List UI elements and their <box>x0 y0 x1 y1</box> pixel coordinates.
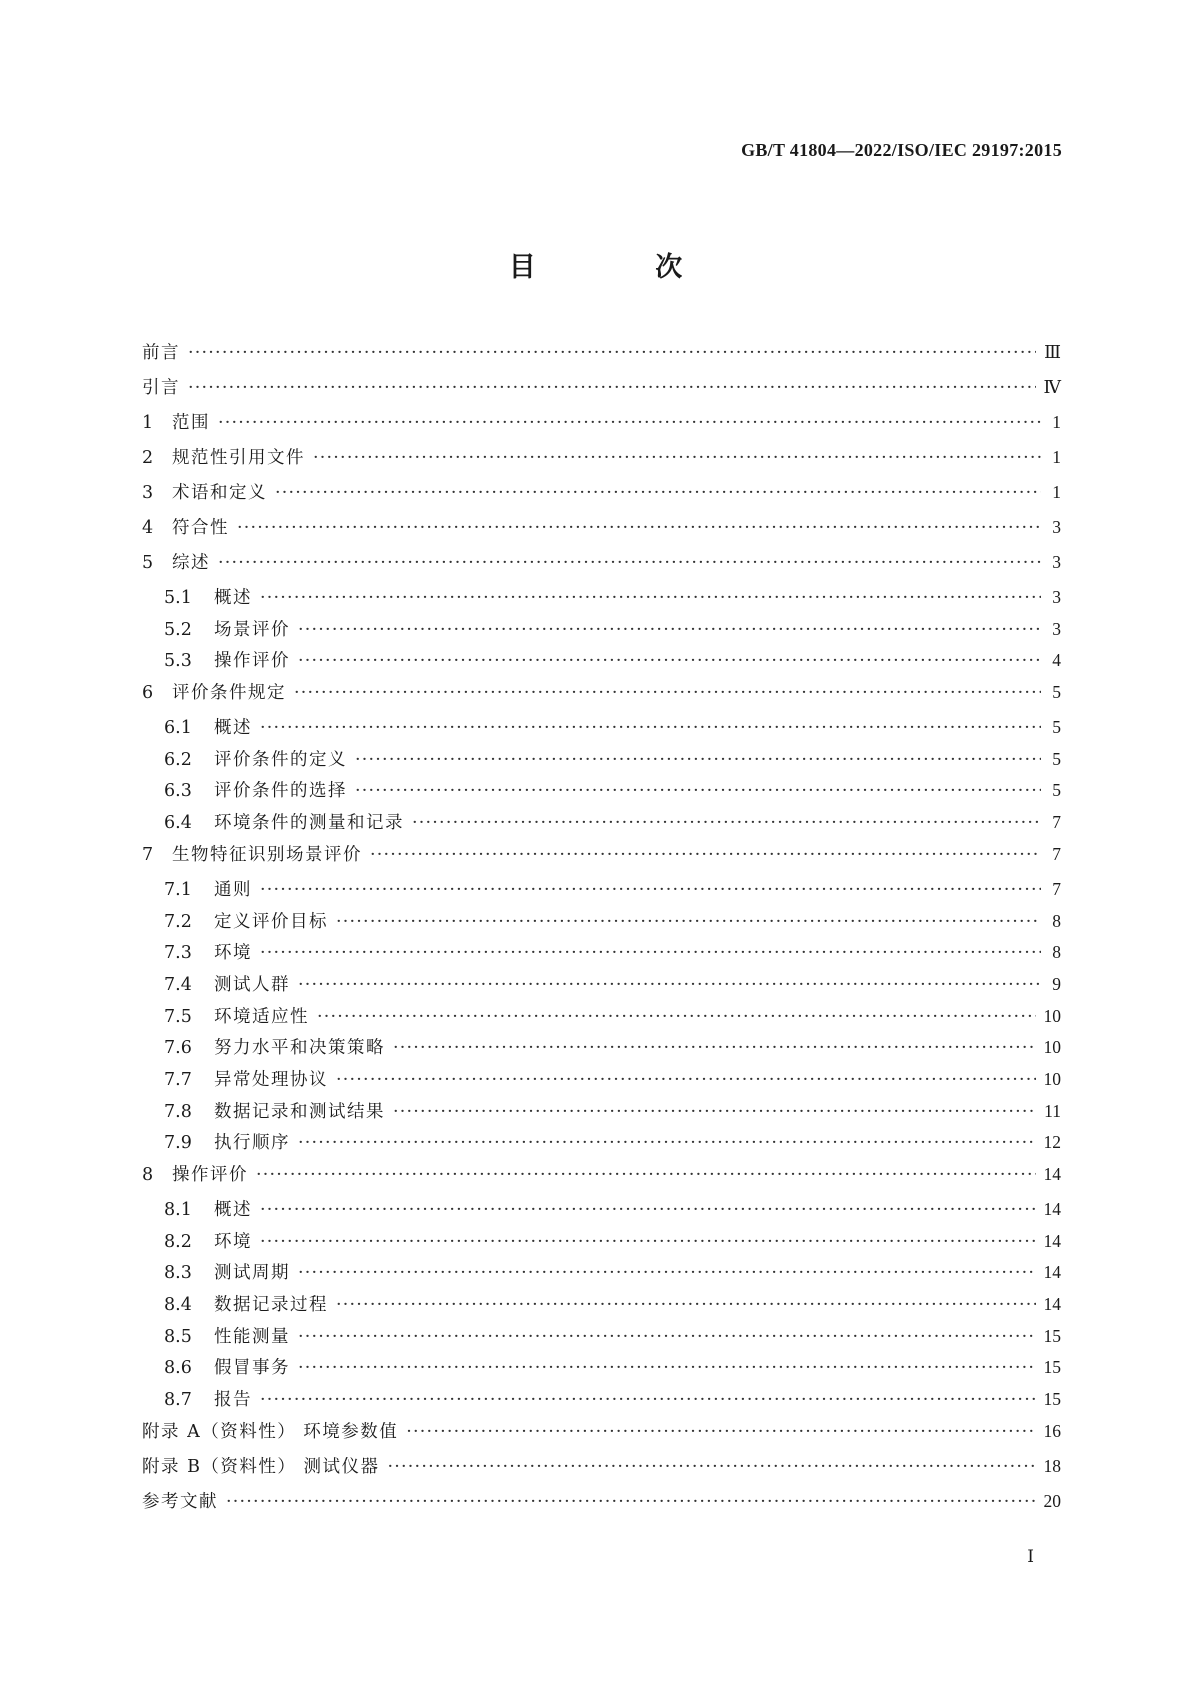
toc-entry-label <box>142 908 328 933</box>
toc-entry-number: 8.6 <box>164 1358 192 1379</box>
toc-entry-title: 假冒事务 <box>214 1358 290 1379</box>
toc-entry-number: 7.3 <box>164 943 192 964</box>
toc-entry[interactable] <box>142 1098 1061 1130</box>
toc-entry-title: 数据记录和测试结果 <box>214 1101 385 1122</box>
toc-leader-dots <box>298 975 1041 995</box>
toc-entry-page: 20 <box>1043 1490 1061 1511</box>
toc-leader-dots <box>336 912 1041 932</box>
toc-leader-dots <box>260 1390 1036 1410</box>
toc-entry-label <box>142 1098 385 1123</box>
toc-entry-page: 1 <box>1052 482 1061 502</box>
toc-entry[interactable] <box>142 409 1061 444</box>
toc-leader-dots <box>298 1263 1036 1283</box>
toc-entry-page: 16 <box>1043 1420 1061 1441</box>
toc-entry-label <box>142 1228 252 1253</box>
toc-entry-number: 8.1 <box>164 1200 192 1220</box>
toc-entry-title: 异常处理协议 <box>214 1069 328 1090</box>
toc-entry[interactable] <box>142 584 1061 616</box>
toc-entry-title: 努力水平和决策策略 <box>214 1038 385 1059</box>
toc-entry-title: 环境条件的测量和记录 <box>214 813 404 834</box>
toc-entry-page: 8 <box>1052 942 1061 963</box>
toc-entry[interactable] <box>142 714 1061 746</box>
toc-entry-number: 5.1 <box>164 588 192 608</box>
toc-entry[interactable] <box>142 746 1061 778</box>
toc-entry-page: Ⅲ <box>1044 342 1061 362</box>
toc-entry-title: 概述 <box>214 1200 252 1220</box>
toc-entry-page: 14 <box>1043 1164 1061 1184</box>
toc-entry-label <box>142 1196 252 1221</box>
toc-entry[interactable] <box>142 777 1061 809</box>
toc-entry-title: 术语和定义 <box>172 483 267 503</box>
toc-entry[interactable] <box>142 1354 1061 1386</box>
toc-entry-title: 执行顺序 <box>214 1133 290 1154</box>
toc-leader-dots <box>313 448 1041 468</box>
toc-entry[interactable] <box>142 1066 1061 1098</box>
toc-entry-number: 7.9 <box>164 1133 192 1154</box>
toc-entry-title: 通则 <box>214 879 252 900</box>
toc-entry-number: 4 <box>142 518 154 538</box>
toc-entry[interactable] <box>142 339 1061 374</box>
toc-entry-label <box>142 1003 309 1028</box>
toc-entry-label <box>142 809 404 834</box>
toc-leader-dots <box>260 880 1041 900</box>
toc-entry-label <box>142 1259 290 1284</box>
toc-entry-title: 环境适应性 <box>214 1006 309 1027</box>
toc-entry-page: Ⅳ <box>1043 377 1061 397</box>
toc-entry-title: 数据记录过程 <box>214 1295 328 1316</box>
toc-leader-dots <box>275 483 1041 503</box>
toc-entry[interactable] <box>142 1418 1061 1453</box>
toc-leader-dots <box>298 1133 1036 1153</box>
toc-entry-number: 6.2 <box>164 749 192 770</box>
toc-entry-label <box>142 374 180 399</box>
toc-entry-label <box>142 1066 328 1091</box>
toc-leader-dots <box>317 1007 1036 1027</box>
toc-entry-number: 8.3 <box>164 1263 192 1284</box>
toc-entry-title: 符合性 <box>172 518 229 538</box>
toc-entry-label <box>142 714 252 739</box>
toc-entry-number: 6.4 <box>164 813 192 834</box>
toc-entry-label <box>142 1453 380 1478</box>
toc-entry[interactable] <box>142 1196 1061 1228</box>
toc-entry-page: 5 <box>1052 682 1061 703</box>
toc-entry-label <box>142 584 252 609</box>
toc-entry-label <box>142 679 286 704</box>
toc-leader-dots <box>260 718 1041 738</box>
toc-entry[interactable] <box>142 1034 1061 1066</box>
toc-leader-dots <box>260 943 1041 963</box>
toc-entry[interactable] <box>142 616 1061 648</box>
toc-leader-dots <box>355 750 1041 770</box>
toc-entry[interactable] <box>142 1228 1061 1260</box>
toc-entry[interactable] <box>142 1003 1061 1035</box>
toc-entry-title: 概述 <box>214 718 252 739</box>
toc-entry-label <box>142 876 252 901</box>
toc-entry-number: 8.5 <box>164 1326 192 1347</box>
toc-entry[interactable] <box>142 908 1061 940</box>
toc-entry-label <box>142 841 362 866</box>
toc-entry-title: 性能测量 <box>214 1326 290 1347</box>
toc-entry-page: 12 <box>1043 1132 1061 1153</box>
toc-entry-label <box>142 549 210 574</box>
toc-entry[interactable] <box>142 1259 1061 1291</box>
toc-leader-dots <box>188 378 1036 398</box>
toc-entry-title: 评价条件的定义 <box>214 749 347 770</box>
toc-entry[interactable] <box>142 1386 1061 1418</box>
toc-entry-title: 综述 <box>172 553 210 573</box>
toc-entry-page: 15 <box>1043 1389 1061 1410</box>
toc-leader-dots <box>388 1457 1036 1477</box>
toc-entry-number: 7.5 <box>164 1006 192 1027</box>
toc-entry-number: 7.1 <box>164 879 192 900</box>
toc-entry-page: 14 <box>1043 1199 1061 1219</box>
toc-entry-number: 2 <box>142 448 154 468</box>
toc-entry-label <box>142 409 210 434</box>
toc-entry-label <box>142 647 290 672</box>
toc-entry-page: 15 <box>1043 1357 1061 1378</box>
toc-entry-number: 5.2 <box>164 619 192 640</box>
toc-entry-number: 6.1 <box>164 718 192 739</box>
toc-leader-dots <box>218 553 1041 573</box>
toc-entry[interactable] <box>142 1488 1061 1523</box>
toc-entry-label <box>142 1488 218 1513</box>
toc-entry-page: 1 <box>1052 447 1061 467</box>
toc-leader-dots <box>260 1232 1036 1252</box>
toc-entry-label <box>142 1323 290 1348</box>
toc-leader-dots <box>260 1200 1036 1220</box>
toc-leader-dots <box>336 1295 1036 1315</box>
toc-entry-number: 7.6 <box>164 1038 192 1059</box>
toc-entry-title: 环境 <box>214 1231 252 1252</box>
toc-entry-title: 引言 <box>142 378 180 398</box>
toc-entry-page: 9 <box>1052 973 1061 994</box>
toc-entry-page: 14 <box>1043 1262 1061 1283</box>
toc-entry-page: 5 <box>1052 748 1061 769</box>
toc-entry-label <box>142 1034 385 1059</box>
toc-entry[interactable] <box>142 374 1061 409</box>
toc-entry[interactable] <box>142 809 1061 841</box>
toc-entry-page: 1 <box>1052 412 1061 432</box>
toc-entry-page: 14 <box>1043 1294 1061 1315</box>
toc-entry-title: 环境 <box>214 943 252 964</box>
toc-entry-title: 测试人群 <box>214 974 290 995</box>
toc-leader-dots <box>355 781 1041 801</box>
toc-entry-page: 3 <box>1052 587 1061 607</box>
toc-leader-dots <box>226 1492 1036 1512</box>
toc-leader-dots <box>256 1165 1036 1185</box>
toc-entry-number: 8.4 <box>164 1295 192 1316</box>
toc-entry-page: 7 <box>1052 812 1061 833</box>
toc-entry-title: 附录 A（资料性） 环境参数值 <box>142 1421 399 1442</box>
toc-entry-title: 测试周期 <box>214 1263 290 1284</box>
toc-entry-title: 规范性引用文件 <box>172 448 305 468</box>
toc-entry[interactable] <box>142 1453 1061 1488</box>
toc-entry-title: 生物特征识别场景评价 <box>172 844 362 865</box>
toc-entry-title: 操作评价 <box>172 1165 248 1185</box>
toc-entry-title: 操作评价 <box>214 651 290 672</box>
toc-entry-label <box>142 616 290 641</box>
toc-entry[interactable] <box>142 1291 1061 1323</box>
toc-entry-label <box>142 1161 248 1186</box>
toc-leader-dots <box>406 1422 1035 1442</box>
toc-entry[interactable] <box>142 479 1061 514</box>
toc-entry[interactable] <box>142 444 1061 479</box>
toc-leader-dots <box>298 620 1041 640</box>
toc-leader-dots <box>188 343 1036 363</box>
toc-entry[interactable] <box>142 1323 1061 1355</box>
toc-entry-title: 概述 <box>214 588 252 608</box>
toc-entry-number: 3 <box>142 483 154 503</box>
toc-entry[interactable] <box>142 549 1061 584</box>
toc-entry-title: 附录 B（资料性） 测试仪器 <box>142 1456 380 1477</box>
toc-leader-dots <box>393 1102 1036 1122</box>
toc-entry[interactable] <box>142 971 1061 1003</box>
toc-entry-title: 评价条件规定 <box>172 683 286 704</box>
toc-entry-page: 3 <box>1052 618 1061 639</box>
toc-entry-number: 7.4 <box>164 974 192 995</box>
toc-entry-number: 7 <box>142 844 154 865</box>
toc-entry[interactable] <box>142 876 1061 908</box>
toc-entry-label <box>142 939 252 964</box>
toc-entry-page: 15 <box>1043 1325 1061 1346</box>
toc-entry-number: 8 <box>142 1165 154 1185</box>
toc-entry-page: 7 <box>1052 843 1061 864</box>
toc-leader-dots <box>298 1327 1036 1347</box>
standard-code: GB/T 41804—2022/ISO/IEC 29197:2015 <box>741 140 1062 160</box>
toc-entry-page: 3 <box>1052 552 1061 572</box>
toc-entry-page: 10 <box>1043 1037 1061 1058</box>
toc-entry-number: 7.2 <box>164 911 192 932</box>
toc-entry[interactable] <box>142 1161 1061 1196</box>
toc-entry-title: 场景评价 <box>214 619 290 640</box>
toc-entry-label <box>142 971 290 996</box>
toc-entry-page: 7 <box>1052 878 1061 899</box>
toc-entry-page: 3 <box>1052 517 1061 537</box>
toc-entry-label <box>142 514 229 539</box>
toc-leader-dots <box>298 651 1041 671</box>
toc-entry-title: 评价条件的选择 <box>214 781 347 802</box>
toc-entry-page: 11 <box>1044 1100 1061 1121</box>
toc-entry-number: 6 <box>142 683 154 704</box>
toc-entry-number: 8.7 <box>164 1390 192 1411</box>
toc-entry-number: 8.2 <box>164 1231 192 1252</box>
toc-entry-title: 定义评价目标 <box>214 911 328 932</box>
toc-leader-dots <box>412 813 1041 833</box>
toc-entry-label <box>142 746 347 771</box>
toc-entry-title: 范围 <box>172 413 210 433</box>
toc-entry[interactable] <box>142 841 1061 876</box>
toc-entry-label <box>142 444 305 469</box>
toc-leader-dots <box>298 1358 1036 1378</box>
toc-entry-label <box>142 1418 398 1443</box>
toc-entry[interactable] <box>142 1129 1061 1161</box>
toc-entry-page: 14 <box>1043 1230 1061 1251</box>
toc-entry[interactable] <box>142 647 1061 679</box>
toc-entry-page: 5 <box>1052 717 1061 738</box>
toc-leader-dots <box>218 413 1041 433</box>
toc-entry-number: 5.3 <box>164 651 192 672</box>
toc-entry-page: 8 <box>1052 910 1061 931</box>
toc-leader-dots <box>370 845 1041 865</box>
toc-entry-number: 7.8 <box>164 1101 192 1122</box>
toc-entry-page: 10 <box>1043 1068 1061 1089</box>
toc-entry-page: 10 <box>1043 1005 1061 1026</box>
toc-entry[interactable] <box>142 514 1061 549</box>
toc-entry-number: 5 <box>142 553 154 573</box>
toc-entry-label <box>142 339 180 364</box>
toc-entry[interactable] <box>142 679 1061 714</box>
toc-leader-dots <box>294 683 1041 703</box>
toc-entry-title: 前言 <box>142 343 180 363</box>
toc-entry-label <box>142 1386 252 1411</box>
toc-leader-dots <box>336 1070 1036 1090</box>
toc-entry-page: 4 <box>1052 650 1061 671</box>
toc-leader-dots <box>237 518 1041 538</box>
toc-entry-title: 参考文献 <box>142 1491 218 1512</box>
toc-entry-label <box>142 479 267 504</box>
toc-leader-dots <box>260 588 1041 608</box>
page-title: 目 次 <box>508 252 738 283</box>
toc-entry-label <box>142 1354 290 1379</box>
toc-entry-number: 1 <box>142 413 154 433</box>
toc-entry-page: 5 <box>1052 780 1061 801</box>
toc-entry-number: 6.3 <box>164 781 192 802</box>
table-of-contents <box>142 339 1061 1523</box>
toc-entry-label <box>142 777 347 802</box>
toc-leader-dots <box>393 1038 1036 1058</box>
toc-entry-label <box>142 1129 290 1154</box>
toc-entry-number: 7.7 <box>164 1069 192 1090</box>
toc-entry-page: 18 <box>1043 1455 1061 1476</box>
toc-entry-title: 报告 <box>214 1390 252 1411</box>
page-number: Ⅰ <box>1027 1547 1034 1566</box>
toc-entry-label <box>142 1291 328 1316</box>
toc-entry[interactable] <box>142 939 1061 971</box>
